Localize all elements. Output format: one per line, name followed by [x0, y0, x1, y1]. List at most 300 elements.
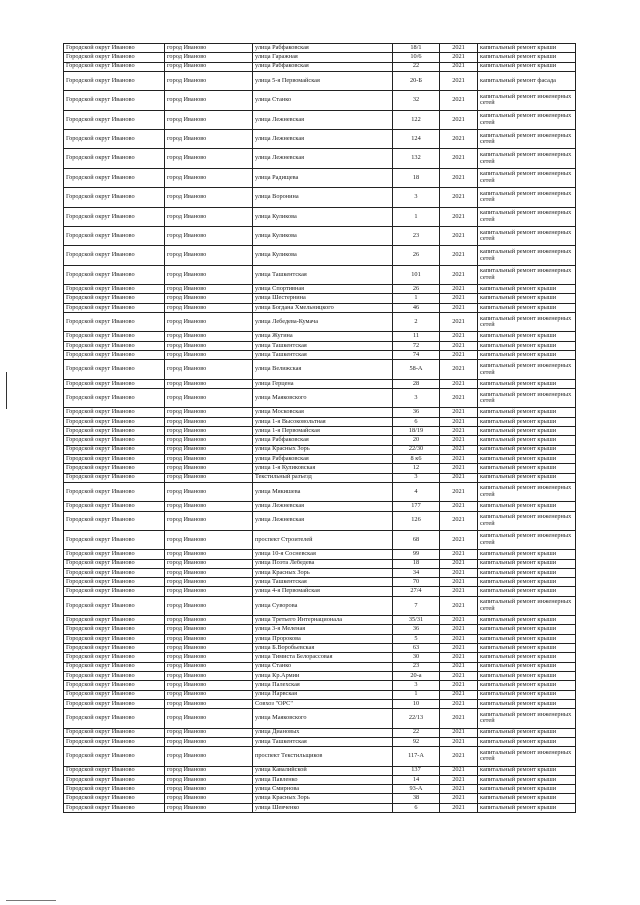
- settlement-cell: город Иваново: [165, 596, 253, 615]
- municipality-cell: Городской округ Иваново: [64, 587, 165, 596]
- table-row: [64, 445, 576, 454]
- scan-margin-mark: [6, 372, 7, 409]
- table-row: [64, 766, 576, 775]
- street-cell: проспект Текстильщиков: [253, 747, 393, 766]
- work-type-cell: капитальный ремонт крыши: [478, 427, 576, 436]
- street-cell: улица Лежневская: [253, 149, 393, 168]
- house-number-cell: 92: [393, 737, 440, 746]
- street-cell: улица Станко: [253, 91, 393, 110]
- street-cell: улица Жугина: [253, 332, 393, 341]
- municipality-cell: Городской округ Иваново: [64, 690, 165, 699]
- house-number-cell: 3: [393, 188, 440, 207]
- house-number-cell: 122: [393, 110, 440, 129]
- settlement-cell: город Иваново: [165, 53, 253, 62]
- street-cell: улица Маяковского: [253, 389, 393, 408]
- year-cell: 2021: [440, 634, 478, 643]
- table-row: [64, 417, 576, 426]
- table-row: [64, 775, 576, 784]
- municipality-cell: Городской округ Иваново: [64, 681, 165, 690]
- work-type-cell: капитальный ремонт крыши: [478, 690, 576, 699]
- work-type-cell: капитальный ремонт крыши: [478, 303, 576, 312]
- repair-schedule-body: [64, 44, 576, 813]
- year-cell: 2021: [440, 568, 478, 577]
- settlement-cell: город Иваново: [165, 502, 253, 511]
- house-number-cell: 126: [393, 511, 440, 530]
- municipality-cell: Городской округ Иваново: [64, 265, 165, 284]
- year-cell: 2021: [440, 445, 478, 454]
- settlement-cell: город Иваново: [165, 341, 253, 350]
- municipality-cell: Городской округ Иваново: [64, 360, 165, 379]
- house-number-cell: 22/30: [393, 445, 440, 454]
- year-cell: 2021: [440, 625, 478, 634]
- settlement-cell: город Иваново: [165, 110, 253, 129]
- street-cell: улица Палехская: [253, 681, 393, 690]
- settlement-cell: город Иваново: [165, 671, 253, 680]
- municipality-cell: Городской округ Иваново: [64, 436, 165, 445]
- settlement-cell: город Иваново: [165, 379, 253, 388]
- table-row: [64, 285, 576, 294]
- house-number-cell: 10/6: [393, 53, 440, 62]
- work-type-cell: капитальный ремонт крыши: [478, 644, 576, 653]
- street-cell: улица Рабфаковская: [253, 436, 393, 445]
- house-number-cell: 6: [393, 803, 440, 812]
- house-number-cell: 23: [393, 227, 440, 246]
- table-row: [64, 44, 576, 53]
- table-row: [64, 265, 576, 284]
- year-cell: 2021: [440, 341, 478, 350]
- settlement-cell: город Иваново: [165, 389, 253, 408]
- year-cell: 2021: [440, 332, 478, 341]
- street-cell: улица 10-я Сосневская: [253, 550, 393, 559]
- work-type-cell: капитальный ремонт крыши: [478, 550, 576, 559]
- municipality-cell: Городской округ Иваново: [64, 227, 165, 246]
- house-number-cell: 72: [393, 341, 440, 350]
- municipality-cell: Городской округ Иваново: [64, 313, 165, 332]
- year-cell: 2021: [440, 699, 478, 708]
- year-cell: 2021: [440, 482, 478, 501]
- municipality-cell: Городской округ Иваново: [64, 351, 165, 360]
- year-cell: 2021: [440, 351, 478, 360]
- street-cell: улица 1-я Первомайская: [253, 427, 393, 436]
- municipality-cell: Городской округ Иваново: [64, 644, 165, 653]
- year-cell: 2021: [440, 671, 478, 680]
- street-cell: улица Пророкова: [253, 634, 393, 643]
- year-cell: 2021: [440, 559, 478, 568]
- house-number-cell: 11: [393, 332, 440, 341]
- work-type-cell: капитальный ремонт крыши: [478, 728, 576, 737]
- work-type-cell: капитальный ремонт инженерных сетей: [478, 747, 576, 766]
- street-cell: улица Богдана Хмельницкого: [253, 303, 393, 312]
- year-cell: 2021: [440, 464, 478, 473]
- street-cell: улица Воронина: [253, 188, 393, 207]
- year-cell: 2021: [440, 530, 478, 549]
- street-cell: улица Ташкентская: [253, 737, 393, 746]
- settlement-cell: город Иваново: [165, 168, 253, 187]
- street-cell: улица Московская: [253, 408, 393, 417]
- year-cell: 2021: [440, 91, 478, 110]
- street-cell: улица Тимиста Белорассовая: [253, 653, 393, 662]
- work-type-cell: капитальный ремонт инженерных сетей: [478, 246, 576, 265]
- year-cell: 2021: [440, 313, 478, 332]
- year-cell: 2021: [440, 794, 478, 803]
- table-row: [64, 568, 576, 577]
- year-cell: 2021: [440, 168, 478, 187]
- municipality-cell: Городской округ Иваново: [64, 653, 165, 662]
- table-row: [64, 803, 576, 812]
- settlement-cell: город Иваново: [165, 785, 253, 794]
- house-number-cell: 35/31: [393, 616, 440, 625]
- table-row: [64, 464, 576, 473]
- street-cell: улица Ташкентская: [253, 351, 393, 360]
- settlement-cell: город Иваново: [165, 616, 253, 625]
- settlement-cell: город Иваново: [165, 699, 253, 708]
- street-cell: улица Суворова: [253, 596, 393, 615]
- street-cell: улица Кр.Армии: [253, 671, 393, 680]
- work-type-cell: капитальный ремонт крыши: [478, 653, 576, 662]
- municipality-cell: Городской округ Иваново: [64, 699, 165, 708]
- work-type-cell: капитальный ремонт крыши: [478, 436, 576, 445]
- table-row: [64, 246, 576, 265]
- year-cell: 2021: [440, 408, 478, 417]
- municipality-cell: Городской округ Иваново: [64, 246, 165, 265]
- house-number-cell: 23: [393, 662, 440, 671]
- municipality-cell: Городской округ Иваново: [64, 775, 165, 784]
- house-number-cell: 26: [393, 285, 440, 294]
- settlement-cell: город Иваново: [165, 294, 253, 303]
- municipality-cell: Городской округ Иваново: [64, 671, 165, 680]
- work-type-cell: капитальный ремонт крыши: [478, 445, 576, 454]
- house-number-cell: 20: [393, 436, 440, 445]
- settlement-cell: город Иваново: [165, 313, 253, 332]
- municipality-cell: Городской округ Иваново: [64, 464, 165, 473]
- year-cell: 2021: [440, 294, 478, 303]
- municipality-cell: Городской округ Иваново: [64, 130, 165, 149]
- street-cell: улица Кавалийской: [253, 766, 393, 775]
- street-cell: улица Станко: [253, 662, 393, 671]
- municipality-cell: Городской округ Иваново: [64, 417, 165, 426]
- house-number-cell: 132: [393, 149, 440, 168]
- work-type-cell: капитальный ремонт крыши: [478, 662, 576, 671]
- settlement-cell: город Иваново: [165, 351, 253, 360]
- table-row: [64, 62, 576, 71]
- work-type-cell: капитальный ремонт инженерных сетей: [478, 709, 576, 728]
- settlement-cell: город Иваново: [165, 91, 253, 110]
- year-cell: 2021: [440, 747, 478, 766]
- settlement-cell: город Иваново: [165, 62, 253, 71]
- street-cell: улица Радищева: [253, 168, 393, 187]
- work-type-cell: капитальный ремонт крыши: [478, 794, 576, 803]
- table-row: [64, 794, 576, 803]
- municipality-cell: Городской округ Иваново: [64, 168, 165, 187]
- house-number-cell: 14: [393, 775, 440, 784]
- settlement-cell: город Иваново: [165, 625, 253, 634]
- year-cell: 2021: [440, 473, 478, 482]
- table-row: [64, 149, 576, 168]
- house-number-cell: 18/19: [393, 427, 440, 436]
- table-row: [64, 427, 576, 436]
- municipality-cell: Городской округ Иваново: [64, 71, 165, 90]
- table-row: [64, 699, 576, 708]
- year-cell: 2021: [440, 62, 478, 71]
- work-type-cell: капитальный ремонт крыши: [478, 559, 576, 568]
- municipality-cell: Городской округ Иваново: [64, 766, 165, 775]
- street-cell: улица Красных Зорь: [253, 568, 393, 577]
- house-number-cell: 36: [393, 408, 440, 417]
- year-cell: 2021: [440, 578, 478, 587]
- municipality-cell: Городской округ Иваново: [64, 91, 165, 110]
- municipality-cell: Городской округ Иваново: [64, 634, 165, 643]
- settlement-cell: город Иваново: [165, 149, 253, 168]
- year-cell: 2021: [440, 265, 478, 284]
- work-type-cell: капитальный ремонт инженерных сетей: [478, 360, 576, 379]
- table-row: [64, 578, 576, 587]
- house-number-cell: 70: [393, 578, 440, 587]
- street-cell: улица Рабфаковская: [253, 454, 393, 463]
- house-number-cell: 10: [393, 699, 440, 708]
- year-cell: 2021: [440, 728, 478, 737]
- repair-schedule-table: [63, 43, 576, 813]
- year-cell: 2021: [440, 379, 478, 388]
- municipality-cell: Городской округ Иваново: [64, 596, 165, 615]
- work-type-cell: капитальный ремонт инженерных сетей: [478, 188, 576, 207]
- work-type-cell: капитальный ремонт инженерных сетей: [478, 511, 576, 530]
- year-cell: 2021: [440, 587, 478, 596]
- settlement-cell: город Иваново: [165, 227, 253, 246]
- table-row: [64, 559, 576, 568]
- year-cell: 2021: [440, 71, 478, 90]
- house-number-cell: 1: [393, 294, 440, 303]
- municipality-cell: Городской округ Иваново: [64, 188, 165, 207]
- settlement-cell: город Иваново: [165, 473, 253, 482]
- table-row: [64, 634, 576, 643]
- municipality-cell: Городской округ Иваново: [64, 149, 165, 168]
- municipality-cell: Городской округ Иваново: [64, 578, 165, 587]
- street-cell: улица Ташкентская: [253, 265, 393, 284]
- work-type-cell: капитальный ремонт крыши: [478, 737, 576, 746]
- street-cell: улица 1-я Куликовская: [253, 464, 393, 473]
- year-cell: 2021: [440, 709, 478, 728]
- work-type-cell: капитальный ремонт инженерных сетей: [478, 91, 576, 110]
- settlement-cell: город Иваново: [165, 360, 253, 379]
- settlement-cell: город Иваново: [165, 482, 253, 501]
- street-cell: улица Павленко: [253, 775, 393, 784]
- table-row: [64, 294, 576, 303]
- year-cell: 2021: [440, 803, 478, 812]
- municipality-cell: Городской округ Иваново: [64, 785, 165, 794]
- year-cell: 2021: [440, 389, 478, 408]
- settlement-cell: город Иваново: [165, 644, 253, 653]
- table-row: [64, 341, 576, 350]
- work-type-cell: капитальный ремонт инженерных сетей: [478, 313, 576, 332]
- work-type-cell: капитальный ремонт крыши: [478, 332, 576, 341]
- work-type-cell: капитальный ремонт инженерных сетей: [478, 265, 576, 284]
- municipality-cell: Городской округ Иваново: [64, 389, 165, 408]
- house-number-cell: 46: [393, 303, 440, 312]
- municipality-cell: Городской округ Иваново: [64, 285, 165, 294]
- work-type-cell: капитальный ремонт крыши: [478, 775, 576, 784]
- table-row: [64, 596, 576, 615]
- year-cell: 2021: [440, 662, 478, 671]
- settlement-cell: город Иваново: [165, 568, 253, 577]
- settlement-cell: город Иваново: [165, 332, 253, 341]
- house-number-cell: 27/4: [393, 587, 440, 596]
- municipality-cell: Городской округ Иваново: [64, 207, 165, 226]
- year-cell: 2021: [440, 130, 478, 149]
- table-row: [64, 644, 576, 653]
- street-cell: улица Куликова: [253, 207, 393, 226]
- street-cell: улица Спортивная: [253, 285, 393, 294]
- table-row: [64, 511, 576, 530]
- work-type-cell: капитальный ремонт инженерных сетей: [478, 168, 576, 187]
- year-cell: 2021: [440, 44, 478, 53]
- street-cell: улица Лежневская: [253, 502, 393, 511]
- house-number-cell: 3: [393, 389, 440, 408]
- work-type-cell: капитальный ремонт крыши: [478, 568, 576, 577]
- table-row: [64, 625, 576, 634]
- settlement-cell: город Иваново: [165, 775, 253, 784]
- municipality-cell: Городской округ Иваново: [64, 747, 165, 766]
- street-cell: улица Лебедева-Кумача: [253, 313, 393, 332]
- house-number-cell: 177: [393, 502, 440, 511]
- house-number-cell: 8 к6: [393, 454, 440, 463]
- house-number-cell: 3: [393, 681, 440, 690]
- table-row: [64, 408, 576, 417]
- settlement-cell: город Иваново: [165, 634, 253, 643]
- municipality-cell: Городской округ Иваново: [64, 625, 165, 634]
- work-type-cell: капитальный ремонт крыши: [478, 53, 576, 62]
- work-type-cell: капитальный ремонт инженерных сетей: [478, 482, 576, 501]
- year-cell: 2021: [440, 785, 478, 794]
- municipality-cell: Городской округ Иваново: [64, 737, 165, 746]
- settlement-cell: город Иваново: [165, 653, 253, 662]
- table-row: [64, 785, 576, 794]
- street-cell: улица Красных Зорь: [253, 794, 393, 803]
- settlement-cell: город Иваново: [165, 408, 253, 417]
- table-row: [64, 671, 576, 680]
- year-cell: 2021: [440, 596, 478, 615]
- table-row: [64, 91, 576, 110]
- year-cell: 2021: [440, 644, 478, 653]
- house-number-cell: 22/13: [393, 709, 440, 728]
- table-row: [64, 550, 576, 559]
- house-number-cell: 18: [393, 559, 440, 568]
- work-type-cell: капитальный ремонт крыши: [478, 699, 576, 708]
- table-row: [64, 709, 576, 728]
- settlement-cell: город Иваново: [165, 511, 253, 530]
- street-cell: улица Лежневская: [253, 110, 393, 129]
- work-type-cell: капитальный ремонт инженерных сетей: [478, 530, 576, 549]
- work-type-cell: капитальный ремонт крыши: [478, 464, 576, 473]
- street-cell: улица Ташкентская: [253, 341, 393, 350]
- house-number-cell: 26: [393, 246, 440, 265]
- table-row: [64, 207, 576, 226]
- settlement-cell: город Иваново: [165, 445, 253, 454]
- year-cell: 2021: [440, 188, 478, 207]
- street-cell: улица Куликова: [253, 246, 393, 265]
- municipality-cell: Городской округ Иваново: [64, 502, 165, 511]
- table-row: [64, 332, 576, 341]
- street-cell: улица Нарвская: [253, 690, 393, 699]
- settlement-cell: город Иваново: [165, 188, 253, 207]
- settlement-cell: город Иваново: [165, 690, 253, 699]
- municipality-cell: Городской округ Иваново: [64, 427, 165, 436]
- work-type-cell: капитальный ремонт инженерных сетей: [478, 596, 576, 615]
- table-row: [64, 351, 576, 360]
- year-cell: 2021: [440, 436, 478, 445]
- municipality-cell: Городской округ Иваново: [64, 454, 165, 463]
- municipality-cell: Городской округ Иваново: [64, 332, 165, 341]
- year-cell: 2021: [440, 53, 478, 62]
- table-row: [64, 227, 576, 246]
- table-row: [64, 303, 576, 312]
- settlement-cell: город Иваново: [165, 303, 253, 312]
- house-number-cell: 6: [393, 417, 440, 426]
- house-number-cell: 12: [393, 464, 440, 473]
- house-number-cell: 28: [393, 379, 440, 388]
- settlement-cell: город Иваново: [165, 766, 253, 775]
- work-type-cell: капитальный ремонт крыши: [478, 62, 576, 71]
- municipality-cell: Городской округ Иваново: [64, 568, 165, 577]
- house-number-cell: 20-а: [393, 671, 440, 680]
- street-cell: улица Шевченко: [253, 803, 393, 812]
- table-row: [64, 71, 576, 90]
- municipality-cell: Городской округ Иваново: [64, 794, 165, 803]
- year-cell: 2021: [440, 149, 478, 168]
- municipality-cell: Городской округ Иваново: [64, 616, 165, 625]
- street-cell: улица Гаражная: [253, 53, 393, 62]
- street-cell: улица Шестернина: [253, 294, 393, 303]
- work-type-cell: капитальный ремонт крыши: [478, 44, 576, 53]
- municipality-cell: Городской округ Иваново: [64, 559, 165, 568]
- house-number-cell: 38: [393, 794, 440, 803]
- municipality-cell: Городской округ Иваново: [64, 110, 165, 129]
- table-row: [64, 530, 576, 549]
- municipality-cell: Городской округ Иваново: [64, 482, 165, 501]
- house-number-cell: 137: [393, 766, 440, 775]
- table-row: [64, 482, 576, 501]
- municipality-cell: Городской округ Иваново: [64, 53, 165, 62]
- house-number-cell: 58-А: [393, 360, 440, 379]
- table-row: [64, 313, 576, 332]
- work-type-cell: капитальный ремонт инженерных сетей: [478, 207, 576, 226]
- year-cell: 2021: [440, 110, 478, 129]
- year-cell: 2021: [440, 690, 478, 699]
- house-number-cell: 1: [393, 207, 440, 226]
- street-cell: улица Лежневская: [253, 511, 393, 530]
- table-row: [64, 473, 576, 482]
- work-type-cell: капитальный ремонт крыши: [478, 285, 576, 294]
- table-row: [64, 690, 576, 699]
- settlement-cell: город Иваново: [165, 747, 253, 766]
- municipality-cell: Городской округ Иваново: [64, 530, 165, 549]
- street-cell: Текстильный разъезд: [253, 473, 393, 482]
- street-cell: улица Велижская: [253, 360, 393, 379]
- year-cell: 2021: [440, 360, 478, 379]
- settlement-cell: город Иваново: [165, 587, 253, 596]
- settlement-cell: город Иваново: [165, 207, 253, 226]
- year-cell: 2021: [440, 227, 478, 246]
- work-type-cell: капитальный ремонт крыши: [478, 634, 576, 643]
- municipality-cell: Городской округ Иваново: [64, 341, 165, 350]
- house-number-cell: 30: [393, 653, 440, 662]
- work-type-cell: капитальный ремонт крыши: [478, 351, 576, 360]
- house-number-cell: 32: [393, 91, 440, 110]
- settlement-cell: город Иваново: [165, 246, 253, 265]
- street-cell: улица Красных Зорь: [253, 445, 393, 454]
- work-type-cell: капитальный ремонт крыши: [478, 671, 576, 680]
- work-type-cell: капитальный ремонт крыши: [478, 379, 576, 388]
- settlement-cell: город Иваново: [165, 803, 253, 812]
